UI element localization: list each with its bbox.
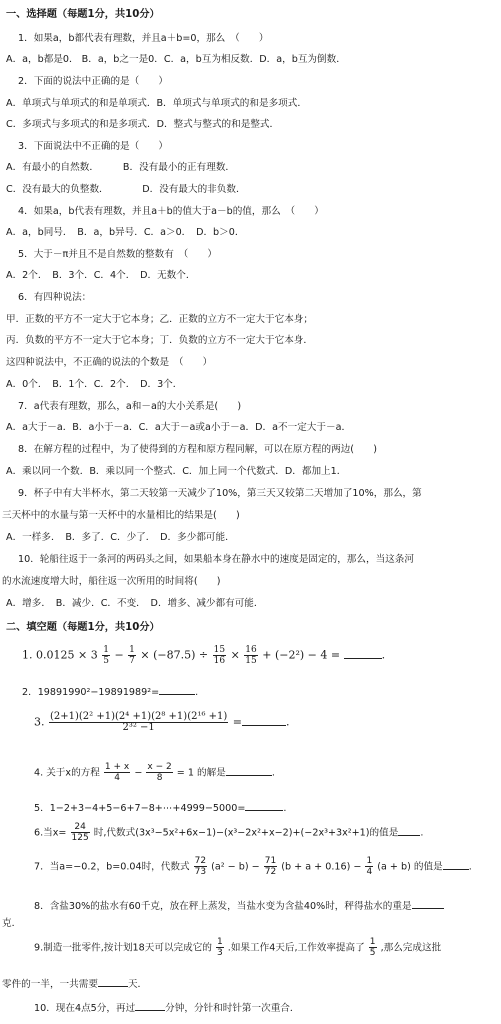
- fill-1-fraction-2: $\frac{1}{7}$: [129, 645, 135, 666]
- fill-question-10: 10．现在4点5分，再过 分钟，分针和时针第一次重合．: [34, 999, 299, 1016]
- answer-blank-3[interactable]: [242, 714, 286, 726]
- fill-3-fraction: $\frac{\text{(2+1)(2² +1)(2⁴ +1)(2⁸ +1)(2¹⁶ +1)}}{\text{2³² −1}}$: [50, 711, 228, 733]
- question-10-continued: 的水流速度增大时，船往返一次所用的时间将( ): [2, 576, 221, 587]
- question-6: 6．有四种说法：: [18, 292, 92, 303]
- fill-question-8-continued: 克．: [2, 918, 22, 929]
- fill-question-3: 3. $\frac{\text{(2+1)(2² +1)(2⁴ +1)(2⁸ +1)(2¹⁶ +1)}}{\text{2³² −1}}$ = .: [34, 711, 290, 733]
- question-10-options: A．增多． B．减少．C．不变． D．增多、减少都有可能．: [6, 598, 264, 609]
- question-3-options-a: A．有最小的自然数． B．没有最小的正有理数．: [6, 162, 236, 173]
- fill-1-lead: 1. 0.0125 × 3: [22, 648, 98, 662]
- question-5: 5．大于－π并且不是自然数的整数有 （ ）: [18, 249, 217, 260]
- question-9: 9．杯子中有大半杯水，第二天较第一天减少了10%，第三天又较第二天增加了10%，那么，第: [18, 488, 422, 499]
- answer-blank-9[interactable]: [98, 975, 128, 987]
- answer-blank-10[interactable]: [135, 999, 165, 1011]
- fill-6-fraction: $\frac{24}{125}$: [71, 822, 89, 843]
- answer-blank-1[interactable]: [344, 647, 382, 659]
- section-title-choice: 一、选择题（每题1分，共10分）: [6, 9, 160, 20]
- question-6-statement-1: 甲．正数的平方不一定大于它本身；乙．正数的立方不一定大于它本身；: [6, 314, 313, 325]
- question-3-options-b: C．没有最大的负整数． D．没有最大的非负数．: [6, 184, 246, 195]
- fill-question-4: 4. 关于x的方程 $\frac{1 + x}{4}$ − $\frac{x - 2}{8}$ = 1 的解是 .: [34, 762, 275, 783]
- fill-4-fraction-1: $\frac{1 + x}{4}$: [104, 762, 130, 783]
- question-10: 10．轮船往返于一条河的两码头之间，如果船本身在静水中的速度是固定的，那么，当这条河: [18, 554, 414, 565]
- question-9-continued: 三天杯中的水量与第一天杯中的水量相比的结果是( ): [2, 510, 240, 521]
- answer-blank-5[interactable]: [245, 799, 283, 811]
- fill-7-fraction-1: $\frac{72}{73}$: [194, 856, 207, 877]
- answer-blank-4[interactable]: [226, 764, 272, 776]
- fill-question-9-continued: 零件的一半，一共需要 天．: [2, 975, 147, 992]
- question-6-statement-2: 丙．负数的平方不一定大于它本身；丁．负数的立方不一定大于它本身．: [6, 335, 313, 346]
- answer-blank-8[interactable]: [412, 897, 444, 909]
- answer-blank-2[interactable]: [159, 683, 195, 695]
- fill-question-1: 1. 0.0125 × 3 $\frac{1}{5}$ − $\frac{1}{7}$ × (−87.5) ÷ $\frac{15}{16}$ × $\frac{16}{15}$ + (−2²) − 4 = .: [22, 645, 386, 666]
- question-8-options: A．乘以同一个数．B．乘以同一个整式．C．加上同一个代数式．D．都加上1．: [6, 466, 347, 477]
- fill-1-fraction-4: $\frac{16}{15}$: [245, 645, 257, 666]
- fill-question-8: 8．含盐30%的盐水有60千克，放在秤上蒸发，当盐水变为含盐40%时，秤得盐水的重是: [34, 897, 444, 914]
- question-1-options: A．a，b都是0． B．a，b之一是0．C．a，b互为相反数．D．a，b互为倒数．: [6, 54, 346, 65]
- fill-1-fraction-3: $\frac{15}{16}$: [213, 645, 226, 666]
- question-2: 2．下面的说法中正确的是（ ）: [18, 76, 169, 87]
- question-1: 1．如果a，b都代表有理数，并且a＋b=0，那么 （ ）: [18, 33, 269, 44]
- fill-9-fraction-1: $\frac{1}{3}$: [216, 937, 223, 958]
- question-4: 4．如果a，b代表有理数，并且a＋b的值大于a－b的值，那么 （ ）: [18, 206, 324, 217]
- question-5-options: A．2个． B．3个．C．4个． D．无数个．: [6, 270, 196, 281]
- question-6-prompt: 这四种说法中，不正确的说法的个数是 （ ）: [6, 357, 213, 368]
- question-3: 3．下面说法中不正确的是（ ）: [18, 141, 169, 152]
- question-8: 8．在解方程的过程中，为了使得到的方程和原方程同解，可以在原方程的两边( ): [18, 444, 377, 455]
- answer-blank-7[interactable]: [443, 858, 469, 870]
- answer-blank-6[interactable]: [398, 824, 420, 836]
- section-title-fill: 二、填空题（每题1分，共10分）: [6, 622, 160, 633]
- fill-question-9: 9.制造一批零件,按计划18天可以完成它的 $\frac{1}{3}$ .如果工作4天后,工作效率提高了 $\frac{1}{5}$ ,那么完成这批: [34, 937, 442, 958]
- fill-question-6: 6.当x= $\frac{24}{125}$ 时,代数式(3x³−5x²+6x−1)−(x³−2x²+x−2)+(−2x³+3x²+1)的值是 .: [34, 822, 424, 843]
- question-6-options: A．0个． B．1个．C．2个． D．3个．: [6, 379, 183, 390]
- fill-question-5: 5．1−2+3−4+5−6+7−8+⋯+4999−5000= .: [34, 799, 286, 816]
- question-2-options-a: A．单项式与单项式的和是单项式．B．单项式与单项式的和是多项式．: [6, 98, 307, 109]
- question-4-options: A．a，b同号． B．a，b异号．C．a＞0． D．b＞0．: [6, 227, 245, 238]
- fill-7-fraction-3: $\frac{1}{4}$: [366, 856, 373, 877]
- fill-4-fraction-2: $\frac{x - 2}{8}$: [147, 762, 172, 783]
- fill-9-fraction-2: $\frac{1}{5}$: [369, 937, 376, 958]
- question-7: 7．a代表有理数，那么，a和－a的大小关系是( ): [18, 401, 242, 412]
- fill-1-fraction-1: $\frac{1}{5}$: [103, 645, 109, 666]
- question-9-options: A．一样多． B．多了．C．少了． D．多少都可能．: [6, 532, 235, 543]
- fill-question-2: 2．19891990²−19891989²= .: [22, 683, 198, 700]
- question-2-options-b: C．多项式与多项式的和是多项式．D．整式与整式的和是整式．: [6, 119, 280, 130]
- fill-question-7: 7．当a=−0.2，b=0.04时，代数式 $\frac{72}{73}$ (a² − b) − $\frac{71}{72}$ (b + a + 0.16) − $\frac{1}{4}$ (a + b) 的值是 .: [34, 856, 472, 877]
- question-7-options: A．a大于－a．B．a小于－a．C．a大于－a或a小于－a．D．a不一定大于－a．: [6, 422, 352, 433]
- fill-7-fraction-2: $\frac{71}{72}$: [264, 856, 277, 877]
